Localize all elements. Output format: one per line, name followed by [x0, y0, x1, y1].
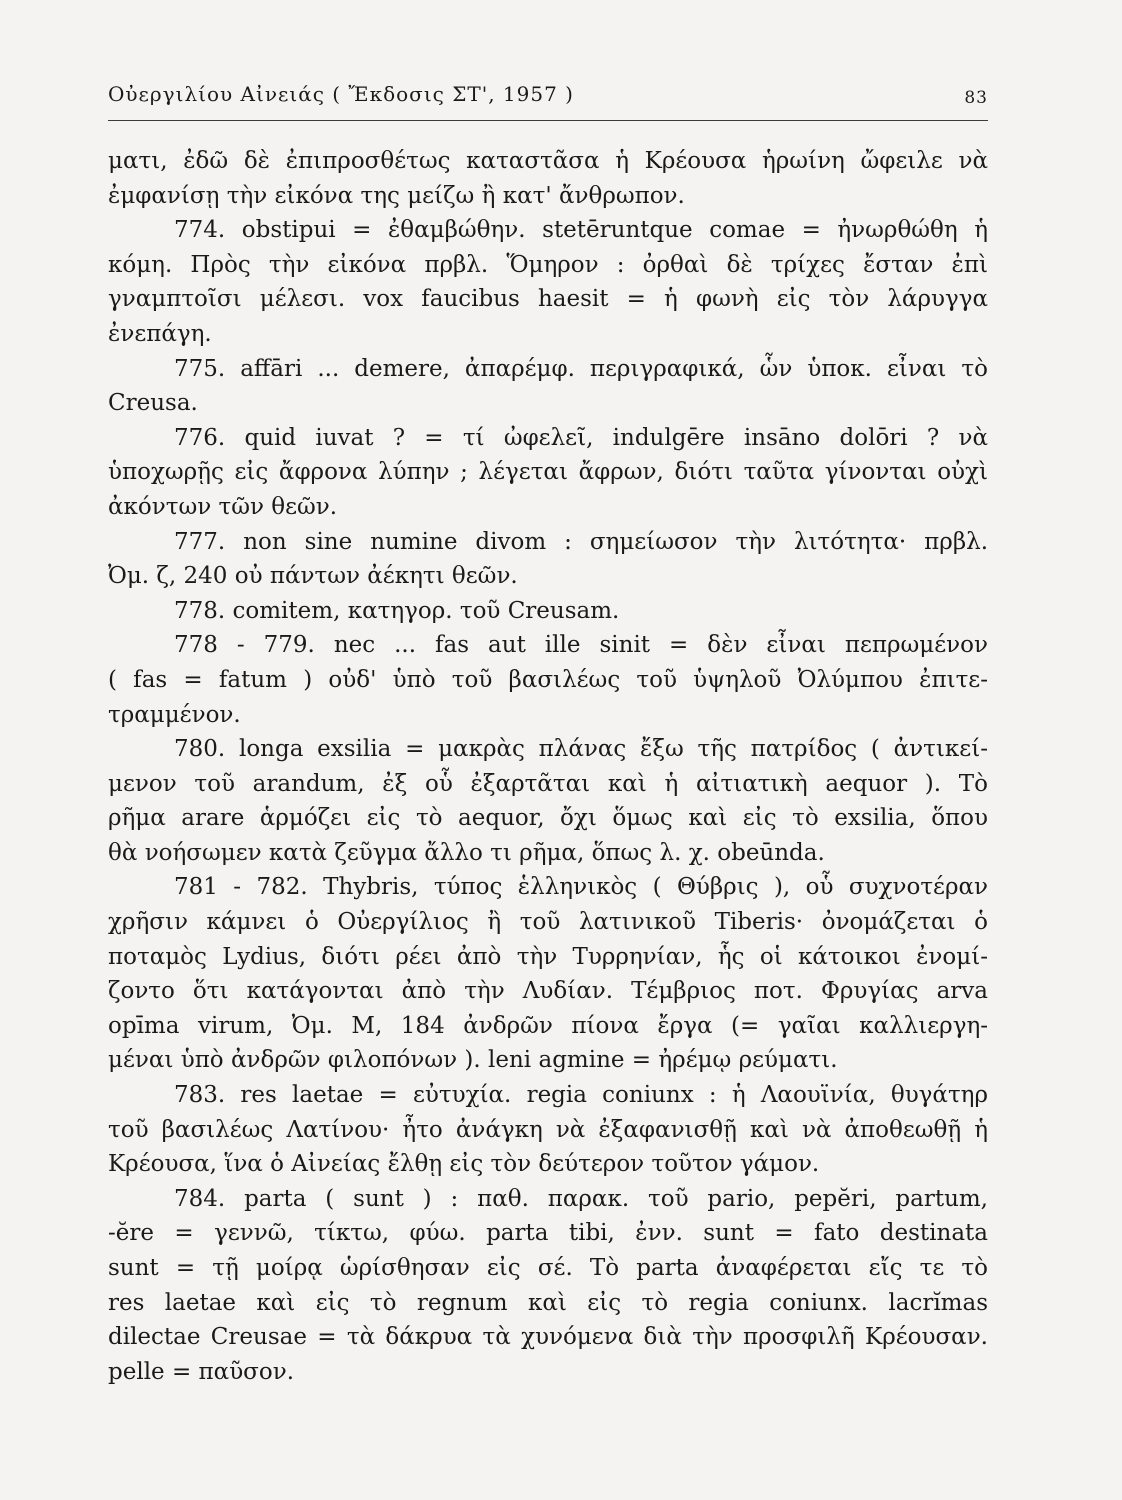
- text-line: res laetae καὶ εἰς τὸ regnum καὶ εἰς τὸ regia coniunx. lacrĭmas: [108, 1289, 988, 1316]
- text-line: κόμη. Πρὸς τὴν εἰκόνα πρβλ. Ὅμηρον : ὀρθαὶ δὲ τρίχες ἔσταν ἐπὶ: [108, 251, 988, 278]
- text-line: ποταμὸς Lydius, διότι ρέει ἀπὸ τὴν Τυρρηνίαν, ἧς οἱ κάτοικοι ἐνομί-: [108, 943, 988, 970]
- text-line: Κρέουσα, ἵνα ὁ Αἰνείας ἔλθῃ εἰς τὸν δεύτερον τοῦτον γάμον.: [108, 1151, 820, 1178]
- page-header: [108, 78, 988, 118]
- text-line: ἀκόντων τῶν θεῶν.: [108, 493, 338, 520]
- text-line: Ὀμ. ζ, 240 οὐ πάντων ἀέκητι θεῶν.: [108, 563, 518, 590]
- text-line: 778 - 779. nec ... fas aut ille sinit = δὲν εἶναι πεπρωμένον: [174, 632, 988, 659]
- text-line: ρῆμα arare ἁρμόζει εἰς τὸ aequor, ὄχι ὅμως καὶ εἰς τὸ exsilia, ὅπου: [108, 805, 988, 832]
- text-line: χρῆσιν κάμνει ὁ Οὐεργίλιος ἢ τοῦ λατινικοῦ Tiberis· ὀνομάζεται ὁ: [108, 909, 988, 936]
- text-line: τραμμένον.: [108, 701, 241, 728]
- text-line: 783. res laetae = εὐτυχία. regia coniunx : ἡ Λαουϊνία, θυγάτηρ: [174, 1082, 988, 1109]
- text-line: dilectae Creusae = τὰ δάκρυα τὰ χυνόμενα διὰ τὴν προσφιλῆ Κρέουσαν.: [108, 1324, 988, 1351]
- text-line: opīma virum, Ὀμ. Μ, 184 ἀνδρῶν πίονα ἔργα (= γαῖαι καλλιεργη-: [108, 1012, 988, 1039]
- text-line: 777. non sine numine divom : σημείωσον τὴν λιτότητα· πρβλ.: [174, 528, 988, 555]
- text-line: γναμπτοῖσι μέλεσι. vox faucibus haesit = ἡ φωνὴ εἰς τὸν λάρυγγα: [108, 286, 988, 313]
- text-line: ( fas = fatum ) οὐδ' ὑπὸ τοῦ βασιλέως τοῦ ὑψηλοῦ Ὀλύμπου ἐπιτε-: [108, 666, 988, 693]
- header-rule: [108, 120, 988, 121]
- page-number: 83: [964, 88, 988, 108]
- text-line: pelle = παῦσον.: [108, 1358, 295, 1385]
- text-line: 781 - 782. Thybris, τύπος ἑλληνικὸς ( Θύβρις ), οὗ συχνοτέραν: [174, 874, 988, 901]
- text-line: -ĕre = γεννῶ, τίκτω, φύω. parta tibi, ἐνν. sunt = fato destinata: [108, 1220, 988, 1247]
- text-line: sunt = τῇ μοίρᾳ ὡρίσθησαν εἰς σέ. Τὸ parta ἀναφέρεται εἴς τε τὸ: [108, 1255, 988, 1281]
- text-line: 778. comitem, κατηγορ. τοῦ Creusam.: [174, 597, 620, 624]
- text-line: θὰ νοήσωμεν κατὰ ζεῦγμα ἄλλο τι ρῆμα, ὅπως λ. χ. obeūnda.: [108, 839, 825, 866]
- text-line: ἐνεπάγη.: [108, 320, 212, 347]
- text-line: ἐμφανίσῃ τὴν εἰκόνα της μείζω ἢ κατ' ἄνθρωπον.: [108, 182, 685, 209]
- running-head: Οὐεργιλίου Αἰνειάς ( Ἔκδοσις ΣΤ', 1957 ): [108, 82, 574, 106]
- text-line: 776. quid iuvat ? = τί ὠφελεῖ, indulgēre insāno dolōri ? νὰ: [174, 424, 988, 451]
- text-line: τοῦ βασιλέως Λατίνου· ἦτο ἀνάγκη νὰ ἐξαφανισθῇ καὶ νὰ ἀποθεωθῇ ἡ: [108, 1116, 988, 1143]
- text-line: 780. longa exsilia = μακρὰς πλάνας ἔξω τῆς πατρίδος ( ἀντικεί-: [174, 736, 988, 763]
- text-line: μέναι ὑπὸ ἀνδρῶν φιλοπόνων ). leni agmine = ἠρέμῳ ρεύματι.: [108, 1047, 838, 1074]
- text-line: 774. obstipui = ἐθαμβώθην. stetēruntque comae = ἠνωρθώθη ἡ: [174, 217, 988, 244]
- text-line: ζοντο ὅτι κατάγονται ἀπὸ τὴν Λυδίαν. Τέμβριος ποτ. Φρυγίας arva: [108, 978, 988, 1005]
- text-line: μενον τοῦ arandum, ἐξ οὗ ἐξαρτᾶται καὶ ἡ αἰτιατικὴ aequor ). Τὸ: [108, 770, 988, 797]
- text-line: 775. affāri ... demere, ἀπαρέμφ. περιγραφικά, ὧν ὑποκ. εἶναι τὸ: [174, 355, 988, 382]
- text-line: Creusa.: [108, 390, 198, 417]
- commentary-text: [108, 144, 988, 1389]
- text-line: ὑποχωρῇς εἰς ἄφρονα λύπην ; λέγεται ἄφρων, διότι ταῦτα γίνονται οὐχὶ: [108, 459, 988, 486]
- text-line: ματι, ἐδῶ δὲ ἐπιπροσθέτως καταστᾶσα ἡ Κρέουσα ἡρωίνη ὤφειλε νὰ: [108, 148, 988, 174]
- text-line: 784. parta ( sunt ) : παθ. παρακ. τοῦ pario, pepĕri, partum,: [174, 1185, 988, 1212]
